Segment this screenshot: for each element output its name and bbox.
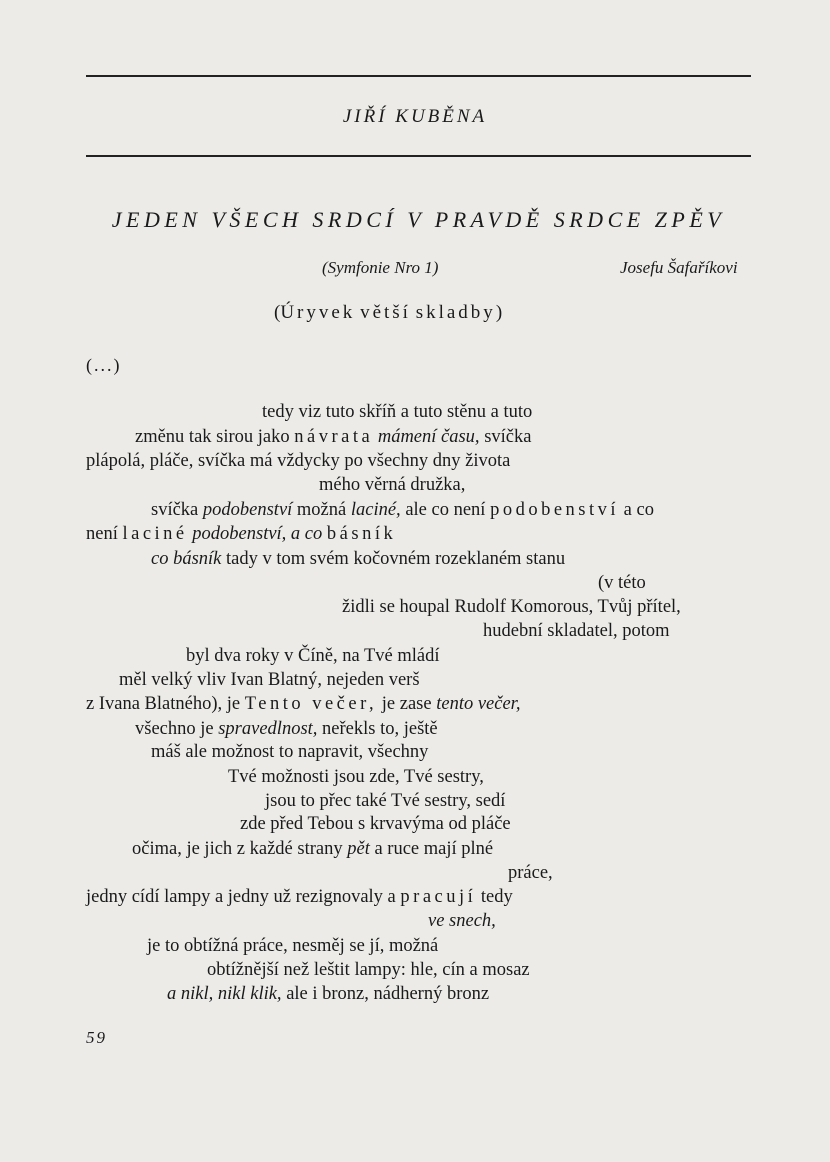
poem-line-1: tedy viz tuto skříň a tuto stěnu a tuto	[262, 402, 533, 422]
poem-line-20: práce,	[508, 863, 553, 883]
poem-line-13: z Ivana Blatného), je Tento večer, je zase tento večer,	[86, 694, 521, 714]
poem-line-9: židli se houpal Rudolf Komorous, Tvůj přítel,	[342, 597, 681, 617]
poem-line-3: plápolá, pláče, svíčka má vždycky po všechny dny života	[86, 451, 511, 471]
poem-line-23: je to obtížná práce, nesměj se jí, možná	[147, 936, 439, 956]
poem-line-12: měl velký vliv Ivan Blatný, nejeden verš	[119, 670, 420, 690]
excerpt-open-paren: (	[274, 302, 281, 323]
author-rule	[86, 155, 751, 157]
poem-subtitle: (Symfonie Nro 1)	[322, 258, 439, 277]
poem-line-5: svíčka podobenství možná laciné, ale co není podobenství a co	[151, 500, 654, 520]
author-name: JIŘÍ KUBĚNA	[342, 106, 488, 127]
page-number: 59	[86, 1028, 107, 1047]
poem-line-14: všechno je spravedlnost, neřekls to, ještě	[135, 719, 438, 739]
excerpt-word-1: Úryvek	[280, 302, 356, 323]
poem-line-25: a nikl, nikl klik, ale i bronz, nádherný bronz	[167, 984, 490, 1004]
excerpt-word-3: skladby	[415, 302, 496, 323]
poem-line-21: jedny cídí lampy a jedny už rezignovaly a pracují tedy	[86, 887, 513, 907]
poem-line-16: Tvé možnosti jsou zde, Tvé sestry,	[228, 767, 484, 787]
ellipsis-marker: (...)	[86, 355, 122, 375]
poem-line-2: změnu tak sirou jako návrata mámení času, svíčka	[135, 427, 532, 447]
poem-line-18: zde před Tebou s krvavýma od pláče	[240, 814, 511, 834]
poem-line-6: není laciné podobenství, a co básník	[86, 524, 397, 544]
top-rule	[86, 75, 751, 77]
excerpt-close-paren: )	[495, 302, 503, 323]
poem-line-8: (v této	[598, 573, 646, 593]
poem-line-10: hudební skladatel, potom	[483, 621, 670, 641]
poem-line-22: ve snech,	[428, 911, 496, 931]
poem-title: JEDEN VŠECH SRDCÍ V PRAVDĚ SRDCE ZPĚV	[111, 207, 726, 232]
excerpt-note	[274, 302, 502, 324]
poem-line-24: obtížnější než leštit lampy: hle, cín a mosaz	[207, 960, 530, 980]
poem-line-4: mého věrná družka,	[319, 475, 466, 495]
excerpt-word-2: větší	[360, 302, 411, 323]
poem-line-19: očima, je jich z každé strany pět a ruce mají plné	[132, 839, 494, 859]
poem-line-7: co básník tady v tom svém kočovném rozeklaném stanu	[151, 549, 566, 569]
poem-line-15: máš ale možnost to napravit, všechny	[151, 742, 429, 762]
poem-line-11: byl dva roky v Číně, na Tvé mládí	[186, 646, 440, 666]
poem-line-17: jsou to přec také Tvé sestry, sedí	[265, 791, 506, 811]
dedication: Josefu Šafaříkovi	[620, 258, 738, 277]
